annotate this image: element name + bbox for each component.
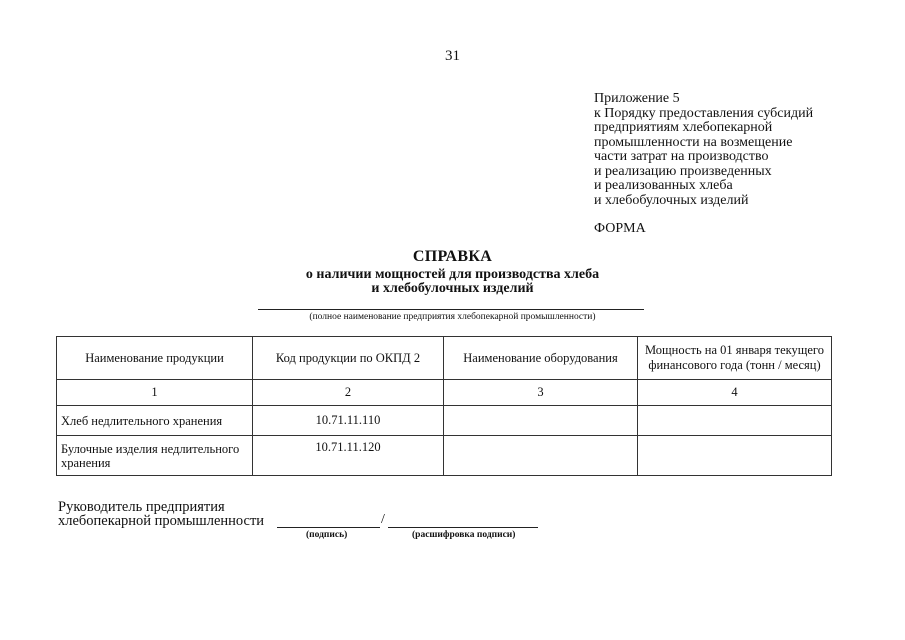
table-row	[57, 436, 832, 476]
appendix-line: и хлебобулочных изделий	[594, 192, 749, 208]
appendix-line: и реализованных хлеба	[594, 178, 733, 193]
column-number-row	[57, 380, 832, 406]
column-number: 1	[57, 380, 253, 406]
subtitle-line-2: и хлебобулочных изделий	[371, 281, 534, 296]
organization-name-line	[258, 309, 644, 310]
column-number: 3	[444, 380, 638, 406]
table-row	[57, 406, 832, 436]
header-product-name: Наименование продукции	[57, 337, 253, 380]
appendix-line: Приложение 5	[594, 91, 680, 106]
table-header-row	[57, 337, 832, 380]
document-subtitle	[0, 268, 905, 296]
product-code-cell: 10.71.11.120	[253, 436, 444, 476]
appendix-line: и реализацию произведенных	[594, 163, 772, 179]
organization-caption: (полное наименование предприятия хлебопекарной промышленности)	[309, 312, 596, 322]
capacity-cell[interactable]	[638, 436, 832, 476]
signature-decoding-line[interactable]	[388, 527, 538, 528]
capacity-table	[56, 336, 832, 476]
header-capacity: Мощность на 01 января текущего финансового года (тонн / месяц)	[638, 337, 832, 380]
signer-title-line-2: хлебопекарной промышленности	[58, 513, 265, 529]
document-title: СПРАВКА	[412, 248, 493, 265]
appendix-line: промышленности на возмещение	[594, 134, 793, 150]
form-label: ФОРМА	[594, 221, 646, 236]
signature-separator: /	[381, 512, 385, 527]
signature-caption: (подпись)	[306, 530, 348, 540]
capacity-cell[interactable]	[638, 406, 832, 436]
product-name-cell: Хлеб недлительного хранения	[57, 406, 253, 436]
header-equipment: Наименование оборудования	[444, 337, 638, 380]
signer-title	[58, 500, 264, 528]
appendix-line: предприятиям хлебопекарной	[594, 120, 773, 135]
equipment-cell[interactable]	[444, 406, 638, 436]
decoding-caption: (расшифровка подписи)	[412, 530, 516, 540]
column-number: 4	[638, 380, 832, 406]
product-name-cell: Булочные изделия недлительного хранения	[57, 436, 253, 476]
signer-title-line-1: Руководитель предприятия	[58, 499, 225, 515]
subtitle-line-1: о наличии мощностей для производства хлеба	[305, 267, 600, 282]
appendix-block	[594, 92, 894, 208]
appendix-line: к Порядку предоставления субсидий	[594, 105, 814, 121]
appendix-line: части затрат на производство	[594, 149, 769, 164]
product-code-cell: 10.71.11.110	[253, 406, 444, 436]
signature-line[interactable]	[277, 527, 380, 528]
header-product-code: Код продукции по ОКПД 2	[253, 337, 444, 380]
page-number: 31	[445, 48, 460, 64]
equipment-cell[interactable]	[444, 436, 638, 476]
column-number: 2	[253, 380, 444, 406]
